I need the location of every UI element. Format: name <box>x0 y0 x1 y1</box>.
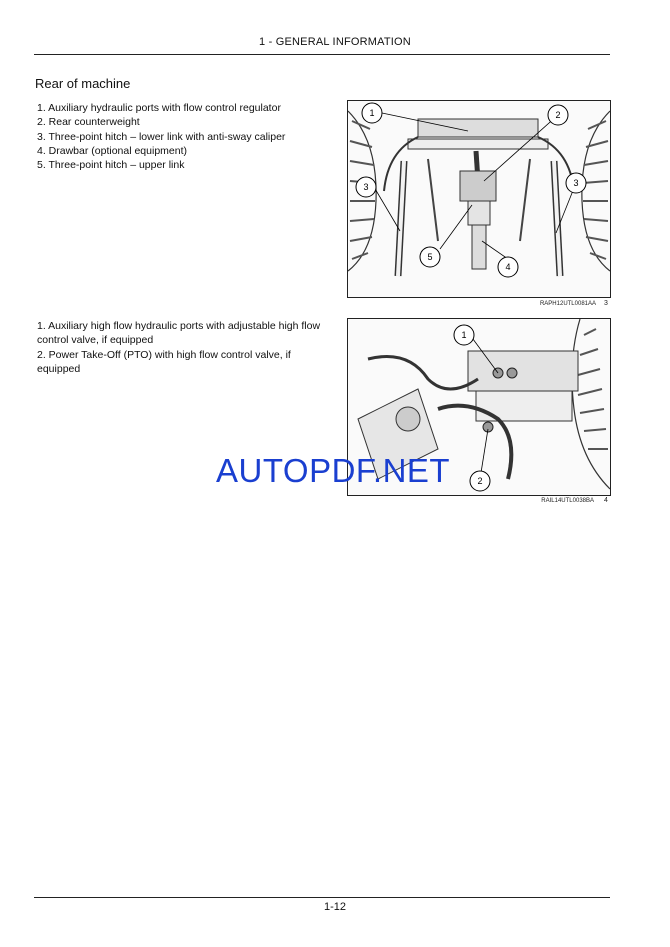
callout-label: 4 <box>505 262 511 272</box>
list-item: 5. Three-point hitch – upper link <box>37 159 185 172</box>
page-number: 1-12 <box>323 901 347 913</box>
callout-label: 3 <box>573 178 579 188</box>
page-header-title: 1 - GENERAL INFORMATION <box>259 36 411 48</box>
rear-hitch-illustration <box>348 101 610 297</box>
footer-rule <box>34 897 610 898</box>
section-title: Rear of machine <box>35 76 131 91</box>
watermark: AUTOPDF.NET <box>216 452 451 489</box>
list-item: 2. Rear counterweight <box>37 116 140 129</box>
callout-label: 3 <box>363 182 369 192</box>
header-rule <box>34 54 610 55</box>
figure-number: 4 <box>604 497 608 504</box>
figure-rear-hitch <box>347 100 611 298</box>
callout-label: 1 <box>369 108 375 118</box>
list-item: 3. Three-point hitch – lower link with anti-sway caliper <box>37 130 286 143</box>
figure-caption: RAIL14UTL0038BA <box>541 498 594 504</box>
figure-caption: RAPH12UTL0081AA <box>539 301 596 307</box>
list-item: 1. Auxiliary hydraulic ports with flow control regulator <box>37 102 281 114</box>
callout-label: 2 <box>555 110 561 120</box>
callout-label: 5 <box>427 252 433 262</box>
callout-label: 1 <box>461 330 467 340</box>
list-item: 4. Drawbar (optional equipment) <box>37 144 187 157</box>
component-list-rear <box>37 101 337 172</box>
list-item: 1. Auxiliary high flow hydraulic ports with adjustable high flow control valve, if equipped <box>37 320 321 347</box>
list-item: 2. Power Take-Off (PTO) with high flow control valve, if equipped <box>37 348 291 375</box>
figure-number: 3 <box>604 300 608 307</box>
callout-label: 2 <box>477 476 483 486</box>
component-list-high-flow <box>37 319 322 376</box>
